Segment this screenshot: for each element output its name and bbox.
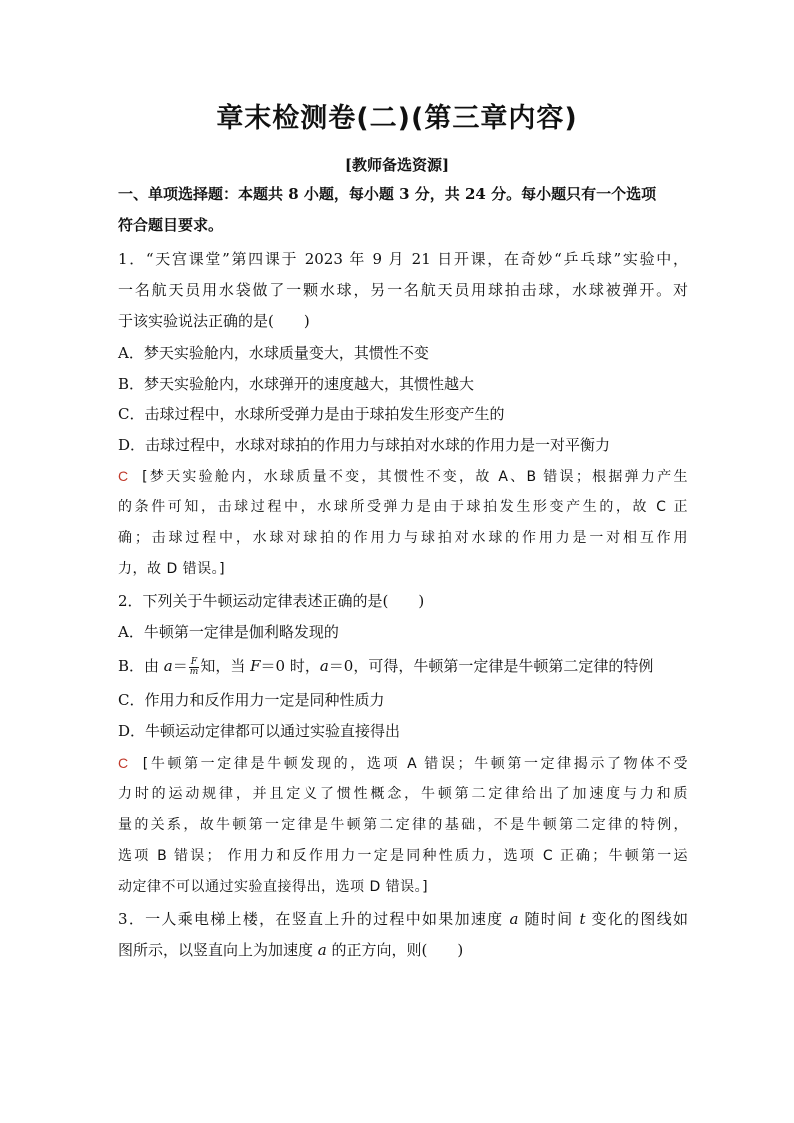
q1-stem-line1: 1．“天宫课堂”第四课于 2023 年 9 月 21 日开课，在奇妙“乒乓球”实验中， [118, 250, 688, 268]
page-subtitle: [教师备选资源] [344, 156, 450, 174]
q1-answer-line2: 的条件可知，击球过程中，水球所受弹力是由于球拍发生形变产生的，故 C 正 [118, 499, 688, 515]
q1-answer-line1 [118, 466, 688, 487]
q3-stem-line1: 3．一人乘电梯上楼，在竖直上升的过程中如果加速度 a 随时间 t 变化的图线如 [118, 910, 688, 928]
q2-answer-line3: 量的关系，故牛顿第一定律是牛顿第二定律的基础，不是牛顿第二定律的特例， [118, 817, 688, 833]
q1-option-b: B．梦天实验舱内，水球弹开的速度越大，其惯性越大 [118, 375, 475, 393]
q2-answer-line1 [118, 753, 688, 774]
q1-stem-line3: 于该实验说法正确的是( ) [118, 312, 310, 330]
q2-option-b: B．由 a＝ $\frac{F}{m}$ 知，当 F＝0 时，a＝0，可得，牛顿第一定律是牛顿第二定律的特例 [118, 656, 654, 677]
q2-answer-line2: 力时的运动规律，并且定义了惯性概念，牛顿第二定律给出了加速度与力和质 [118, 786, 688, 802]
q3-stem-line2: 图所示，以竖直向上为加速度 a 的正方向，则( ) [118, 941, 464, 959]
q2-answer-line4: 选项 B 错误； 作用力和反作用力一定是同种性质力，选项 C 正确；牛顿第一运 [118, 848, 688, 864]
fraction-f-over-m: $\frac{F}{m}$ [189, 656, 199, 677]
q1-option-d: D．击球过程中，水球对球拍的作用力与球拍对水球的作用力是一对平衡力 [118, 436, 611, 454]
q2-option-a: A．牛顿第一定律是伽利略发现的 [118, 623, 339, 641]
q2-option-c: C．作用力和反作用力一定是同种性质力 [118, 691, 385, 709]
page-title: 章末检测卷(二)(第三章内容) [216, 103, 578, 134]
q2-answer-text1: [牛顿第一定律是牛顿发现的，选项 A 错误；牛顿第一定律揭示了物体不受 [142, 756, 688, 772]
q1-option-a: A．梦天实验舱内，水球质量变大，其惯性不变 [118, 344, 429, 362]
q2-stem: 2．下列关于牛顿运动定律表述正确的是( ) [118, 592, 425, 610]
q1-answer-text1: [梦天实验舱内，水球质量不变，其惯性不变，故 A、B 错误；根据弹力产生 [142, 469, 688, 485]
q1-answer-line4: 力，故 D 错误。] [118, 561, 226, 577]
q1-option-c: C．击球过程中，水球所受弹力是由于球拍发生形变产生的 [118, 405, 505, 423]
q1-stem-line2: 一名航天员用水袋做了一颗水球，另一名航天员用球拍击球，水球被弹开。对 [118, 281, 688, 299]
section-heading-line1: 一、单项选择题：本题共 8 小题，每小题 3 分，共 24 分。每小题只有一个选项 [118, 185, 657, 203]
q2-option-d: D．牛顿运动定律都可以通过实验直接得出 [118, 722, 401, 740]
section-heading-line2: 符合题目要求。 [118, 216, 224, 234]
q2-answer-line5: 动定律不可以通过实验直接得出，选项 D 错误。] [118, 879, 429, 895]
q2-answer-letter: C [118, 755, 129, 771]
q1-answer-letter: C [118, 468, 129, 484]
q1-answer-line3: 确；击球过程中，水球对球拍的作用力与球拍对水球的作用力是一对相互作用 [118, 530, 688, 546]
